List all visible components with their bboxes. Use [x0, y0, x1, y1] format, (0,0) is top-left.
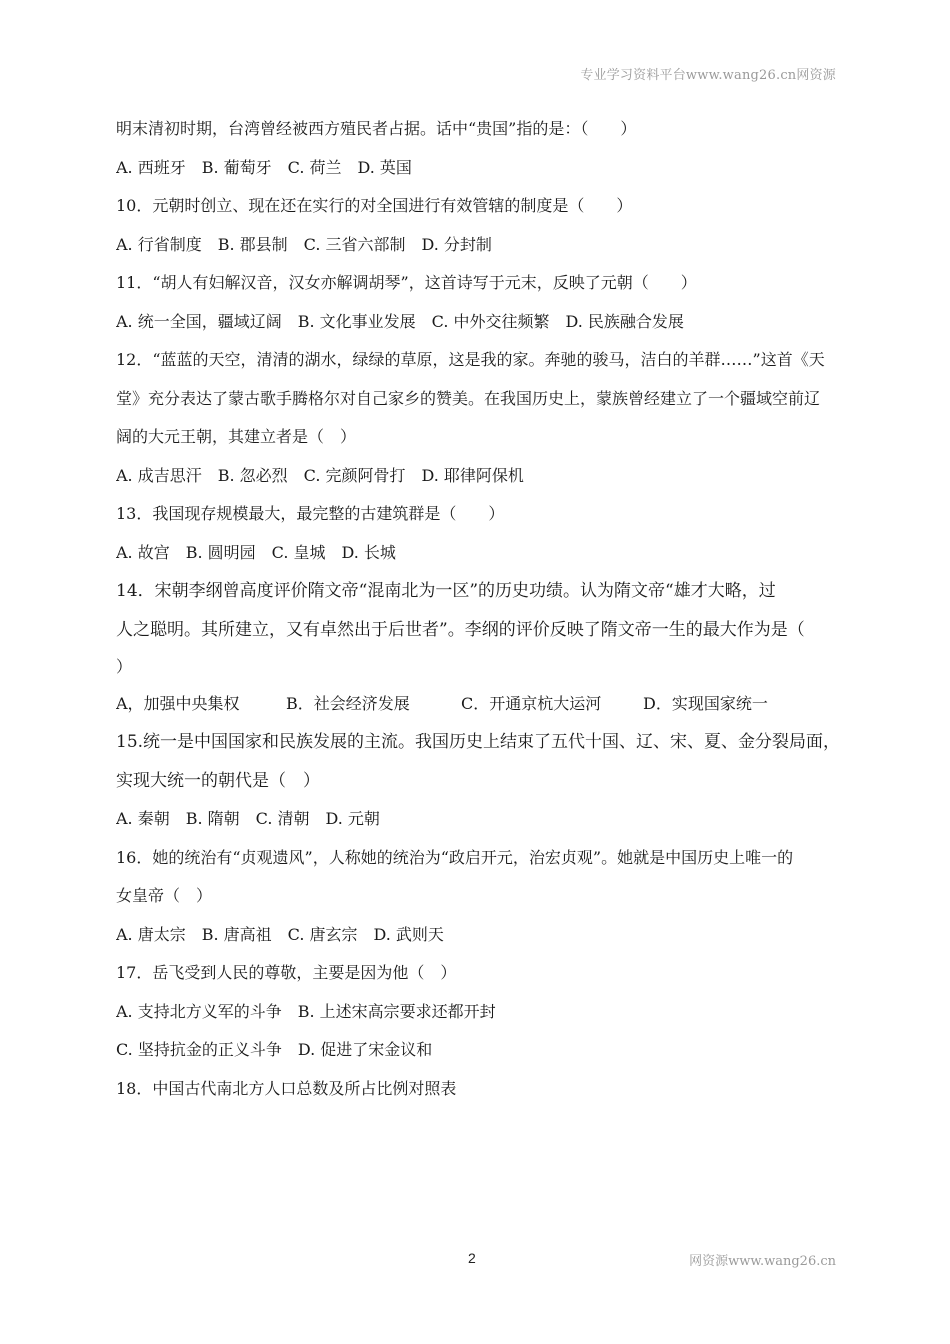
q14-option-c: C．开通京杭大运河	[461, 693, 602, 713]
q10-stem: 10．元朝时创立、现在还在实行的对全国进行有效管辖的制度是（ ）	[116, 196, 633, 215]
q11-options: A. 统一全国，疆域辽阔 B. 文化事业发展 C. 中外交往频繁 D. 民族融合发展	[116, 311, 684, 331]
footer-watermark: 网资源www.wang26.cn	[689, 1254, 836, 1269]
q10-options: A. 行省制度 B. 郡县制 C. 三省六部制 D. 分封制	[116, 234, 492, 254]
q15-stem-line-2: 实现大统一的朝代是（ ）	[116, 770, 320, 791]
q12-options: A. 成吉思汗 B. 忽必烈 C. 完颜阿骨打 D. 耶律阿保机	[116, 465, 524, 485]
q18-stem: 18．中国古代南北方人口总数及所占比例对照表	[116, 1078, 457, 1098]
q12-stem-line-1: 12．“蓝蓝的天空，清清的湖水，绿绿的草原，这是我的家。奔驰的骏马，洁白的羊群……”这首《天	[116, 350, 825, 369]
q17-options-line-1: A. 支持北方义军的斗争 B. 上述宋高宗要求还都开封	[116, 1001, 496, 1021]
q9-options: A. 西班牙 B. 葡萄牙 C. 荷兰 D. 英国	[116, 157, 412, 177]
q17-stem: 17．岳飞受到人民的尊敬，主要是因为他（ ）	[116, 963, 457, 982]
q16-stem-line-2: 女皇帝（ ）	[116, 886, 213, 905]
q14-option-a: A，加强中央集权	[116, 693, 240, 713]
header-watermark: 专业学习资料平台www.wang26.cn网资源	[580, 68, 836, 83]
q12-stem-line-3: 阔的大元王朝，其建立者是（ ）	[116, 427, 357, 446]
q13-stem: 13．我国现存规模最大，最完整的古建筑群是（ ）	[116, 504, 505, 523]
q16-options: A. 唐太宗 B. 唐高祖 C. 唐玄宗 D. 武则天	[116, 924, 444, 944]
document-body	[116, 110, 852, 1108]
q11-stem: 11．“胡人有妇解汉音，汉女亦解调胡琴”，这首诗写于元末，反映了元朝（ ）	[116, 273, 697, 292]
page-number: 2	[468, 1250, 476, 1266]
q14-option-d: D．实现国家统一	[643, 693, 768, 713]
q16-stem-line-1: 16．她的统治有“贞观遗风”，人称她的统治为“政启开元，治宏贞观”。她就是中国历史上唯一的	[116, 847, 794, 867]
q14-stem-line-2: 人之聪明。其所建立，又有卓然出于后世者”。李纲的评价反映了隋文帝一生的最大作为是（	[116, 619, 805, 640]
q17-options-line-2: C. 坚持抗金的正义斗争 D. 促进了宋金议和	[116, 1040, 433, 1059]
q12-stem-line-2: 堂》充分表达了蒙古歌手腾格尔对自己家乡的赞美。在我国历史上，蒙族曾经建立了一个疆域空前辽	[116, 388, 821, 408]
q14-stem-line-3: ）	[116, 657, 133, 676]
q15-options: A. 秦朝 B. 隋朝 C. 清朝 D. 元朝	[116, 809, 380, 828]
q9-stem-line: 明末清初时期，台湾曾经被西方殖民者占据。话中“贵国”指的是：（ ）	[116, 119, 637, 138]
q15-stem-line-1: 15.统一是中国国家和民族发展的主流。我国历史上结束了五代十国、辽、宋、夏、金分裂局面，	[116, 732, 841, 752]
q14-option-b: B．社会经济发展	[286, 693, 410, 713]
q13-options: A. 故宫 B. 圆明园 C. 皇城 D. 长城	[116, 542, 396, 562]
q14-stem-line-1: 14．宋朝李纲曾高度评价隋文帝“混南北为一区”的历史功绩。认为隋文帝“雄才大略，过	[116, 581, 776, 601]
q14-options	[116, 685, 852, 724]
